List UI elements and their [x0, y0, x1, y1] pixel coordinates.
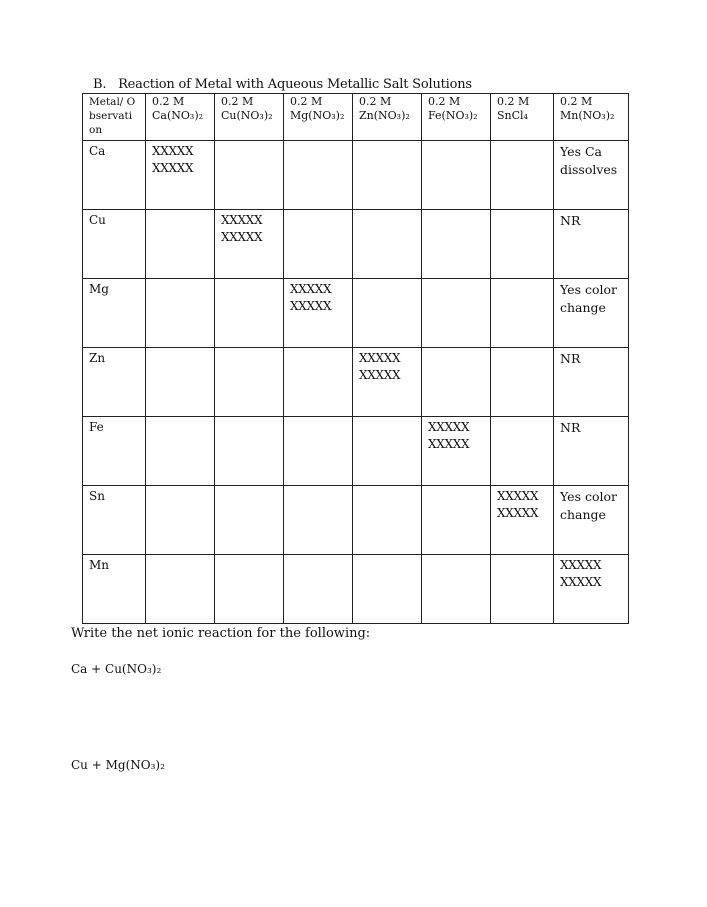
table-cell — [146, 486, 215, 555]
table-cell — [491, 555, 554, 624]
table-cell — [422, 279, 491, 348]
excluded-mark: XXXXX — [560, 575, 602, 589]
column-salt: Mg(NO₃)₂ — [290, 109, 345, 122]
column-salt: SnCl₄ — [497, 109, 528, 122]
table-cell — [491, 348, 554, 417]
column-salt: Ca(NO₃)₂ — [152, 109, 204, 122]
column-concentration: 0.2 M — [497, 95, 530, 108]
table-row — [83, 279, 629, 348]
table-cell — [353, 417, 422, 486]
observation-text: Yes color change — [560, 282, 617, 315]
metal-label: Ca — [83, 141, 146, 210]
table-cell — [215, 555, 284, 624]
table-cell — [284, 417, 353, 486]
table-cell — [146, 141, 215, 210]
table-cell — [215, 417, 284, 486]
observation-text: Yes color change — [560, 489, 617, 522]
column-concentration: 0.2 M — [560, 95, 593, 108]
excluded-mark: XXXXX — [221, 213, 263, 227]
table-cell — [554, 210, 629, 279]
table-body — [83, 141, 629, 624]
table-cell — [422, 210, 491, 279]
metal-label: Fe — [83, 417, 146, 486]
table-cell — [491, 210, 554, 279]
excluded-mark: XXXXX — [290, 282, 332, 296]
excluded-mark: XXXXX — [560, 558, 602, 572]
table-cell — [146, 279, 215, 348]
table-cell — [554, 417, 629, 486]
excluded-mark: XXXXX — [290, 299, 332, 313]
column-header — [554, 94, 629, 141]
table-cell — [491, 486, 554, 555]
column-salt: Cu(NO₃)₂ — [221, 109, 273, 122]
table-row — [83, 486, 629, 555]
excluded-mark: XXXXX — [428, 420, 470, 434]
table-cell — [353, 555, 422, 624]
excluded-mark: XXXXX — [497, 506, 539, 520]
equation-cu-mg: Cu + Mg(NO₃)₂ — [71, 758, 165, 772]
column-salt: Mn(NO₃)₂ — [560, 109, 615, 122]
table-cell — [284, 348, 353, 417]
question-prompt: Write the net ionic reaction for the following: — [71, 626, 371, 641]
column-header — [422, 94, 491, 141]
table-cell — [491, 417, 554, 486]
column-header — [146, 94, 215, 141]
table-cell — [554, 279, 629, 348]
table-row — [83, 348, 629, 417]
column-concentration: 0.2 M — [221, 95, 254, 108]
excluded-mark: XXXXX — [221, 230, 263, 244]
table-cell — [284, 486, 353, 555]
table-cell — [491, 141, 554, 210]
table-cell — [554, 486, 629, 555]
section-title: B. Reaction of Metal with Aqueous Metallic Salt Solutions — [93, 77, 472, 92]
table-row — [83, 210, 629, 279]
table-cell — [353, 210, 422, 279]
table-cell — [146, 348, 215, 417]
column-header — [284, 94, 353, 141]
corner-header: Metal/ Observati on — [83, 94, 146, 141]
excluded-mark: XXXXX — [359, 351, 401, 365]
metal-label: Sn — [83, 486, 146, 555]
excluded-mark: XXXXX — [152, 161, 194, 175]
table-cell — [554, 348, 629, 417]
reaction-table — [82, 93, 629, 624]
observation-text: NR — [560, 213, 581, 228]
column-concentration: 0.2 M — [152, 95, 185, 108]
observation-text: Yes Ca dissolves — [560, 144, 618, 177]
table-cell — [146, 417, 215, 486]
table-cell — [215, 141, 284, 210]
metal-label: Mg — [83, 279, 146, 348]
table-cell — [422, 141, 491, 210]
table-cell — [215, 210, 284, 279]
excluded-mark: XXXXX — [497, 489, 539, 503]
column-concentration: 0.2 M — [290, 95, 323, 108]
table-row — [83, 141, 629, 210]
excluded-mark: XXXXX — [359, 368, 401, 382]
observation-text: NR — [560, 420, 581, 435]
observation-text: NR — [560, 351, 581, 366]
table-cell — [215, 348, 284, 417]
table-cell — [422, 417, 491, 486]
table-row — [83, 555, 629, 624]
table-row — [83, 417, 629, 486]
table-cell — [284, 141, 353, 210]
table-cell — [422, 348, 491, 417]
metal-label: Zn — [83, 348, 146, 417]
column-salt: Zn(NO₃)₂ — [359, 109, 410, 122]
table-cell — [215, 279, 284, 348]
table-cell — [353, 141, 422, 210]
column-header — [353, 94, 422, 141]
excluded-mark: XXXXX — [152, 144, 194, 158]
table-cell — [491, 279, 554, 348]
table-cell — [146, 555, 215, 624]
column-concentration: 0.2 M — [359, 95, 392, 108]
metal-label: Mn — [83, 555, 146, 624]
metal-label: Cu — [83, 210, 146, 279]
table-cell — [284, 555, 353, 624]
excluded-mark: XXXXX — [428, 437, 470, 451]
column-concentration: 0.2 M — [428, 95, 461, 108]
header-row — [83, 94, 629, 141]
equation-ca-cu: Ca + Cu(NO₃)₂ — [71, 662, 162, 676]
table-cell — [353, 348, 422, 417]
table-cell — [353, 279, 422, 348]
table-cell — [146, 210, 215, 279]
table-cell — [422, 555, 491, 624]
column-header — [491, 94, 554, 141]
table-cell — [284, 210, 353, 279]
table-cell — [215, 486, 284, 555]
table-cell — [422, 486, 491, 555]
table-cell — [284, 279, 353, 348]
table-cell — [554, 141, 629, 210]
table-cell — [554, 555, 629, 624]
table-cell — [353, 486, 422, 555]
column-salt: Fe(NO₃)₂ — [428, 109, 478, 122]
column-header — [215, 94, 284, 141]
